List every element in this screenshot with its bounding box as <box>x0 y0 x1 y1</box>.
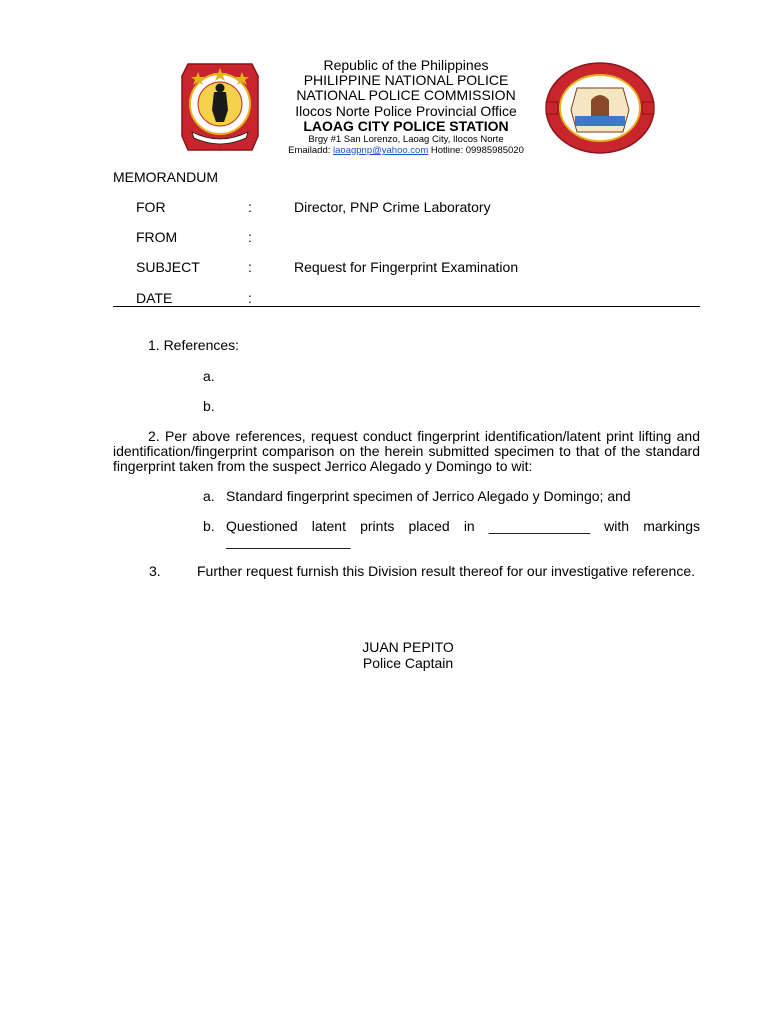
contact-line <box>268 145 544 156</box>
letterhead <box>268 58 544 156</box>
subject-label: SUBJECT <box>136 259 200 275</box>
pnp-seal-logo <box>178 58 262 156</box>
date-label: DATE <box>136 290 173 306</box>
header-divider <box>113 306 700 307</box>
email-label: Emailadd: <box>288 145 331 157</box>
station-name: LAOAG CITY POLICE STATION <box>303 117 509 134</box>
memo-title: MEMORANDUM <box>113 169 218 185</box>
republic-line: Republic of the Philippines <box>323 57 489 73</box>
provincial-office-line: Ilocos Norte Police Provincial Office <box>295 102 517 119</box>
signatory-name: JUAN PEPITO <box>362 639 454 655</box>
for-value: Director, PNP Crime Laboratory <box>294 199 491 215</box>
reference-a: a. <box>203 368 215 384</box>
item-b-number: b. <box>203 518 215 534</box>
napolcom-line: NATIONAL POLICE COMMISSION <box>296 87 516 104</box>
subject-colon: : <box>248 259 252 275</box>
for-label: FOR <box>136 199 166 215</box>
pnp-line: PHILIPPINE NATIONAL POLICE <box>303 72 509 89</box>
item-b-text: Questioned latent prints placed in _____________ with markings ________________ <box>226 518 700 549</box>
from-colon: : <box>248 229 252 245</box>
memo-for-row <box>136 199 696 217</box>
hotline: Hotline: 09985985020 <box>430 145 524 157</box>
date-colon: : <box>248 290 252 306</box>
item-a-number: a. <box>203 488 215 504</box>
for-colon: : <box>248 199 252 215</box>
email-link[interactable]: laoagpnp@yahoo.com <box>333 145 429 157</box>
subject-value: Request for Fingerprint Examination <box>294 259 519 275</box>
laoag-police-seal-logo <box>543 60 657 156</box>
paragraph-2: 2. Per above references, request conduct fingerprint identification/latent print lifting and identification/fingerprint comparison on the herein submitted specimen to that of the standard fingerprint taken from the suspect Jerrico Alegado y Domingo to wit: <box>113 428 700 474</box>
references-heading: 1. References: <box>148 337 240 353</box>
signatory-rank: Police Captain <box>362 655 454 671</box>
memo-from-row <box>136 229 696 247</box>
paragraph-3: Further request furnish this Division result thereof for our investigative reference. <box>197 563 696 579</box>
paragraph-3-number: 3. <box>149 563 161 579</box>
memo-subject-row <box>136 259 696 277</box>
reference-b: b. <box>203 398 215 414</box>
item-a-text: Standard fingerprint specimen of Jerrico Alegado y Domingo; and <box>226 488 631 504</box>
from-label: FROM <box>136 229 178 245</box>
station-address: Brgy #1 San Lorenzo, Laoag City, Ilocos Norte <box>308 134 504 146</box>
